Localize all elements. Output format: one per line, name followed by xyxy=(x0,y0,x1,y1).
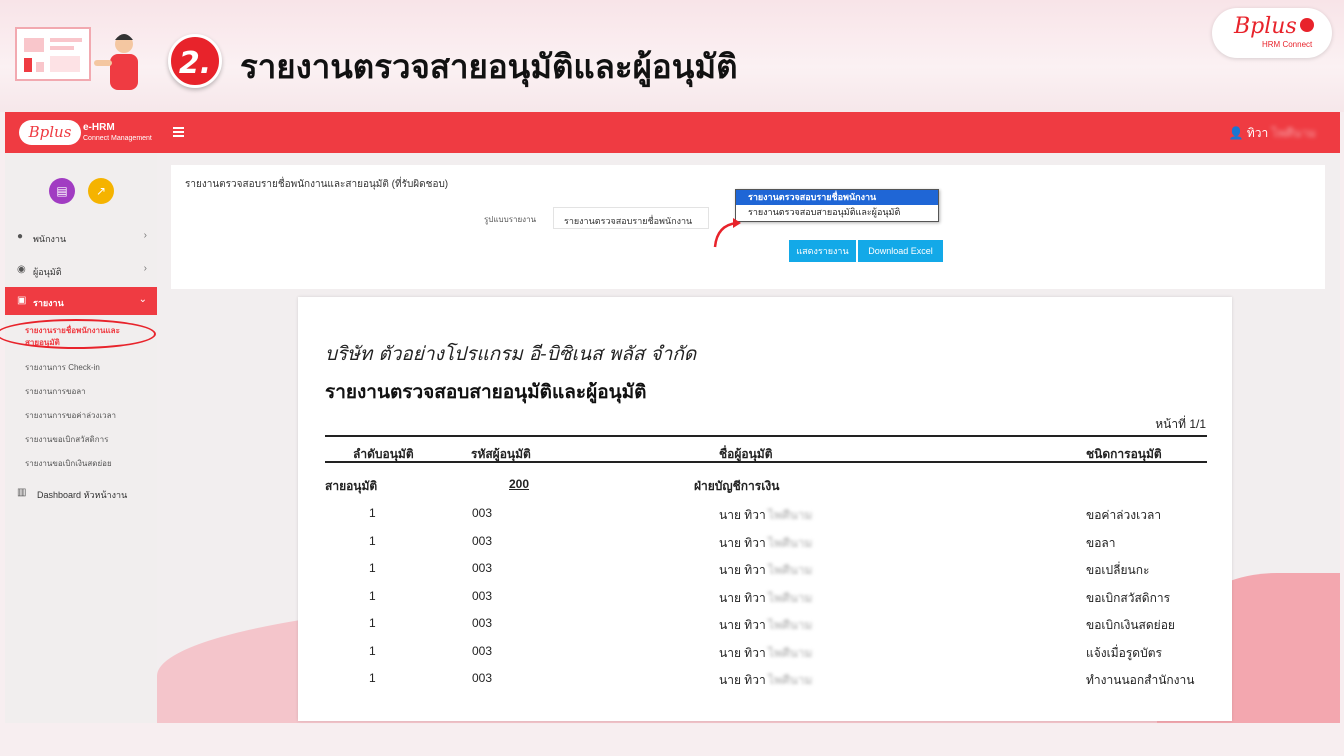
row-seq: 1 xyxy=(369,616,376,630)
sidebar-item-employee[interactable] xyxy=(5,223,157,251)
sidebar-item-label: ผู้อนุมัติ xyxy=(33,267,62,277)
row-type: แจ้งเมื่อรูดบัตร xyxy=(1086,645,1162,660)
chevron-right-icon: › xyxy=(143,230,147,241)
sidebar-item-approver[interactable] xyxy=(5,256,157,284)
column-header-seq: ลำดับอนุมัติ xyxy=(353,447,414,461)
report-icon: ▣ xyxy=(17,295,27,306)
menu-toggle-icon[interactable] xyxy=(173,127,184,137)
row-seq: 1 xyxy=(369,588,376,603)
report-format-select[interactable]: รายงานตรวจสอบรายชื่อพนักงาน xyxy=(553,207,709,229)
page-number: หน้าที่ 1/1 xyxy=(1155,417,1206,431)
row-code: 003 xyxy=(472,588,493,603)
submenu-checkin-report[interactable]: รายงานการ Check-in xyxy=(25,363,100,372)
table-header-rule xyxy=(325,461,1207,463)
row-surname-blurred: ไพศีนาม xyxy=(768,508,813,522)
row-surname-blurred: ไพศีนาม xyxy=(768,645,813,660)
row-name: นาย ทิวา xyxy=(719,590,766,605)
filter-card-title: รายงานตรวจสอบรายชื่อพนักงานและสายอนุมัติ (ที่รับผิดชอบ) xyxy=(185,179,449,190)
row-type: ขอเบิกเงินสดย่อย xyxy=(1086,618,1175,632)
column-header-type: ชนิดการอนุมัติ xyxy=(1086,447,1162,461)
submenu-employee-approval-report[interactable]: รายงานรายชื่อพนักงานและ xyxy=(25,326,120,335)
row-seq: 1 xyxy=(369,561,376,575)
report-format-label: รูปแบบรายงาน xyxy=(484,215,537,224)
row-surname-blurred: ไพศีนาม xyxy=(768,618,813,632)
brand-logo-sub: HRM Connect xyxy=(1262,40,1313,49)
app-header xyxy=(5,112,1340,153)
document-icon[interactable]: ▤ xyxy=(49,178,75,204)
app-name xyxy=(83,122,152,144)
share-icon xyxy=(1300,18,1314,32)
presenter-illustration xyxy=(14,24,154,94)
row-type: ขอเบิกสวัสดิการ xyxy=(1086,590,1171,605)
row-name: นาย ทิวา xyxy=(719,673,766,687)
row-name: นาย ทิวา xyxy=(719,508,766,522)
row-surname-blurred: ไพศีนาม xyxy=(768,590,813,605)
company-name: บริษัท ตัวอย่างโปรแกรม อี-บิซิเนส พลัส จำกัด xyxy=(325,343,697,365)
row-code: 003 xyxy=(472,671,493,685)
dashboard-icon: ▥ xyxy=(17,487,27,498)
curved-arrow-icon xyxy=(711,213,751,253)
sidebar xyxy=(5,153,157,723)
row-surname-blurred: ไพศีนาม xyxy=(768,563,813,577)
show-report-button[interactable]: แสดงรายงาน xyxy=(789,240,856,262)
column-header-code: รหัสผู้อนุมัติ xyxy=(471,447,531,461)
user-first-name: ทิวา xyxy=(1246,126,1269,140)
submenu-petty-cash-report[interactable]: รายงานขอเบิกเงินสดย่อย xyxy=(25,459,112,468)
user-circle-icon: ◉ xyxy=(17,264,26,275)
group-label: สายอนุมัติ xyxy=(325,479,378,493)
row-surname-blurred: ไพศีนาม xyxy=(768,673,813,687)
row-type: ขอลา xyxy=(1086,535,1116,550)
step-number-badge: 2. xyxy=(168,34,222,88)
app-name-sub: Connect Management xyxy=(83,135,152,142)
row-type: ขอค่าล่วงเวลา xyxy=(1086,508,1162,522)
chevron-down-icon: ⌄ xyxy=(138,294,147,305)
highlight-ring xyxy=(0,319,156,349)
report-format-dropdown[interactable] xyxy=(735,189,939,222)
dropdown-option[interactable]: รายงานตรวจสอบรายชื่อพนักงาน xyxy=(736,190,938,205)
row-name: นาย ทิวา xyxy=(719,618,766,632)
filter-card xyxy=(171,165,1325,289)
submenu-overtime-report[interactable]: รายงานการขอค่าล่วงเวลา xyxy=(25,411,117,420)
row-type: ทำงานนอกสำนักงาน xyxy=(1086,673,1195,687)
chevron-right-icon: › xyxy=(143,263,147,274)
row-name: นาย ทิวา xyxy=(719,563,766,577)
submenu-leave-report[interactable]: รายงานการขอลา xyxy=(25,387,86,396)
submenu-welfare-report[interactable]: รายงานขอเบิกสวัสดิการ xyxy=(25,435,109,444)
chart-icon[interactable]: ↗ xyxy=(88,178,114,204)
row-code: 003 xyxy=(472,533,493,548)
row-surname-blurred: ไพศีนาม xyxy=(768,535,813,550)
download-excel-button[interactable]: Download Excel xyxy=(858,240,943,262)
app-name-title: e-HRM xyxy=(83,122,115,133)
user-icon: 👤 xyxy=(1228,126,1244,140)
report-preview xyxy=(298,297,1232,721)
row-code: 003 xyxy=(472,561,493,575)
table-top-rule xyxy=(325,435,1207,437)
submenu-employee-approval-report-cont[interactable]: สายอนุมัติ xyxy=(25,338,60,347)
user-last-name: ไพศีนาม xyxy=(1271,126,1316,140)
row-code: 003 xyxy=(472,506,493,520)
tutorial-banner xyxy=(0,0,1344,112)
dropdown-option[interactable]: รายงานตรวจสอบสายอนุมัติและผู้อนุมัติ xyxy=(748,207,901,217)
row-code: 003 xyxy=(472,616,493,630)
row-seq: 1 xyxy=(369,506,376,520)
row-code: 003 xyxy=(472,643,493,658)
brand-logo-text: Bplus xyxy=(1234,14,1297,39)
row-seq: 1 xyxy=(369,671,376,685)
person-icon: ● xyxy=(17,231,24,242)
sidebar-item-label: พนักงาน xyxy=(33,234,67,244)
column-header-name: ชื่อผู้อนุมัติ xyxy=(719,447,773,461)
row-type: ขอเปลี่ยนกะ xyxy=(1086,563,1150,577)
brand-logo xyxy=(1212,8,1332,58)
banner-title: รายงานตรวจสายอนุมัติและผู้อนุมัติ xyxy=(240,47,738,86)
sidebar-item-dashboard[interactable] xyxy=(5,479,157,507)
row-seq: 1 xyxy=(369,643,376,658)
sidebar-item-label: รายงาน xyxy=(33,298,64,308)
sidebar-item-report[interactable] xyxy=(5,287,157,315)
app-logo[interactable]: Bplus xyxy=(19,120,81,145)
row-seq: 1 xyxy=(369,533,376,548)
group-code: 200 xyxy=(509,477,530,491)
group-name: ฝ่ายบัญชีการเงิน xyxy=(694,479,780,493)
row-name: นาย ทิวา xyxy=(719,535,766,550)
row-name: นาย ทิวา xyxy=(719,645,766,660)
user-menu[interactable] xyxy=(1229,124,1316,143)
report-title: รายงานตรวจสอบสายอนุมัติและผู้อนุมัติ xyxy=(325,382,647,403)
sidebar-item-label: Dashboard หัวหน้างาน xyxy=(37,490,128,500)
